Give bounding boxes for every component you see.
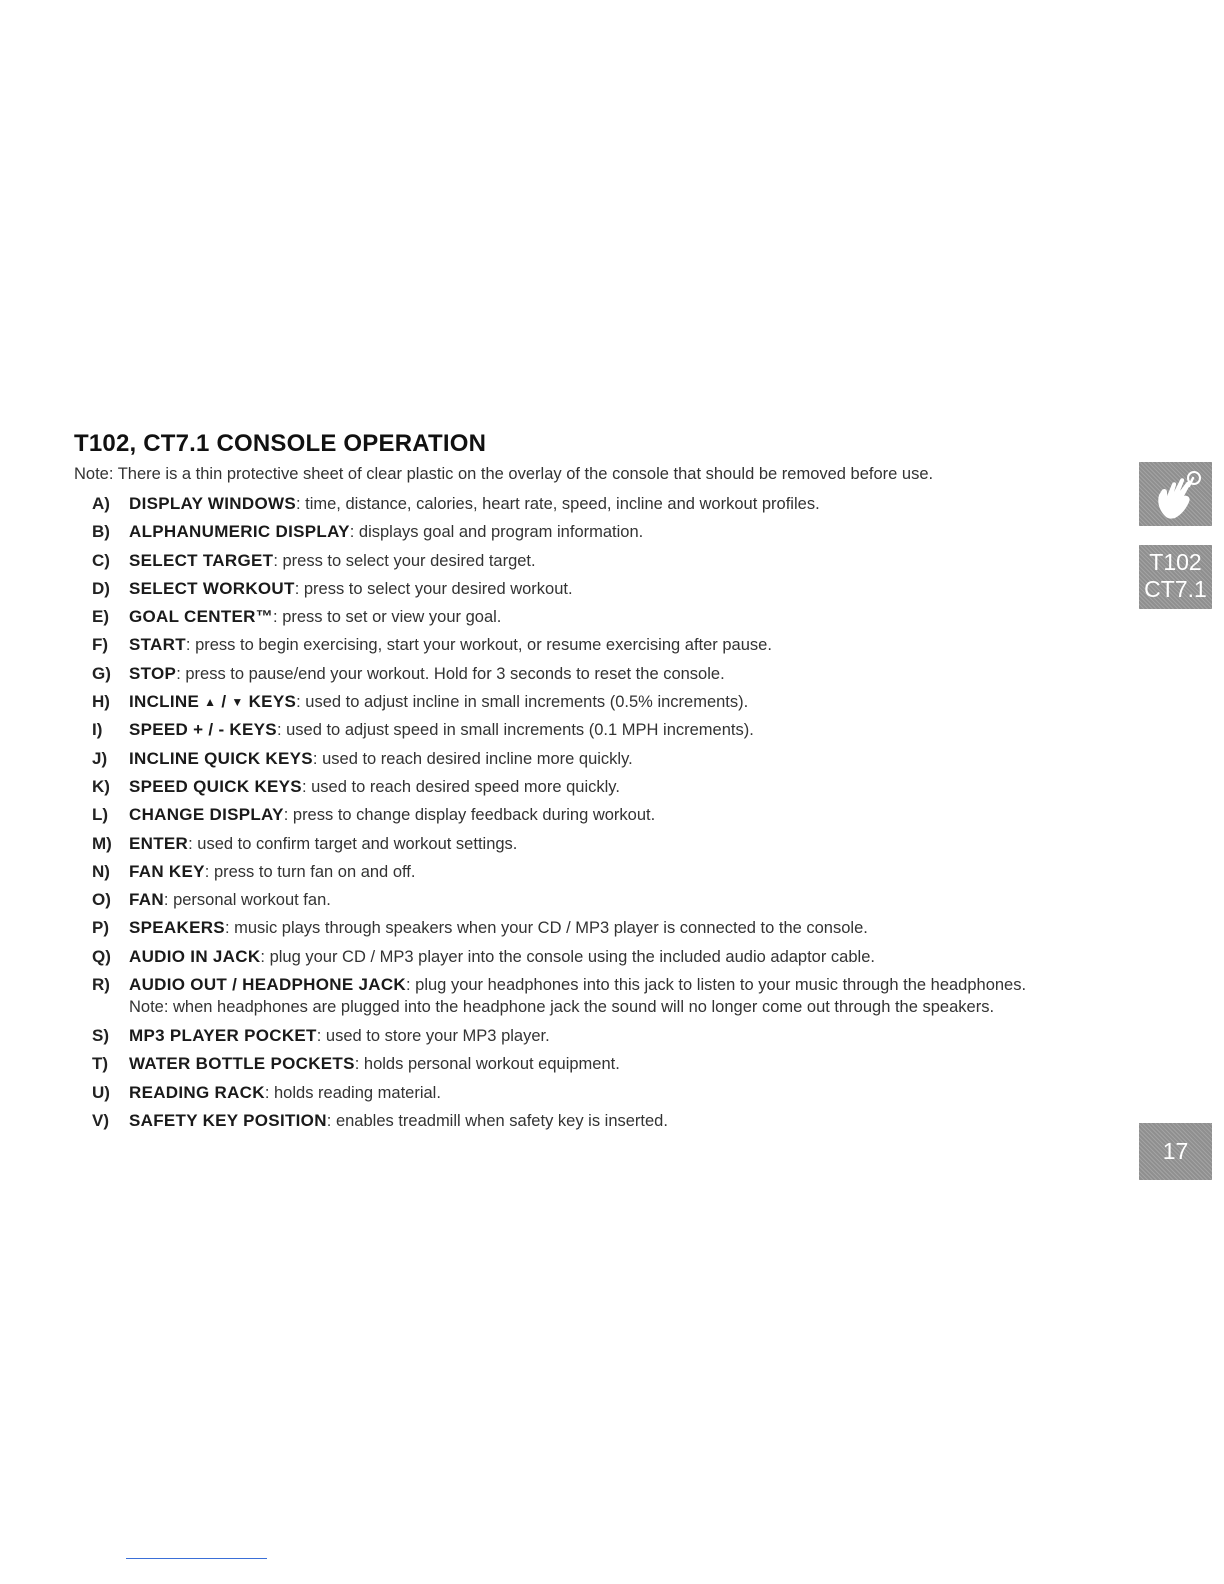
item-term: ENTER	[129, 833, 189, 853]
item-desc: : enables treadmill when safety key is inserted.	[326, 1111, 668, 1130]
page-title: T102, CT7.1 CONSOLE OPERATION	[74, 430, 487, 457]
list-item	[92, 747, 1102, 775]
list-item	[92, 973, 1102, 1024]
item-letter: S)	[92, 1026, 109, 1046]
item-letter: J)	[92, 748, 108, 768]
item-term: FAN KEY	[129, 861, 205, 881]
item-desc: : press to select your desired workout.	[294, 579, 573, 598]
item-desc: : personal workout fan.	[163, 891, 331, 910]
item-letter: C)	[92, 550, 110, 570]
list-item	[92, 888, 1102, 916]
item-desc: : used to confirm target and workout settings.	[188, 834, 518, 853]
item-letter: K)	[92, 776, 110, 796]
item-desc: : press to select your desired target.	[273, 551, 536, 570]
item-letter: D)	[92, 578, 110, 598]
item-desc: : press to turn fan on and off.	[204, 862, 416, 881]
item-term: CHANGE DISPLAY	[129, 805, 284, 825]
item-term: SELECT TARGET	[129, 550, 274, 570]
item-desc: : used to store your MP3 player.	[316, 1027, 550, 1046]
list-item	[92, 549, 1102, 577]
item-letter: T)	[92, 1054, 109, 1074]
list-item	[92, 832, 1102, 860]
list-item	[92, 520, 1102, 548]
item-desc: : press to begin exercising, start your workout, or resume exercising after pause.	[185, 636, 772, 655]
item-desc: : press to set or view your goal.	[273, 608, 502, 627]
page-number-tab: 17	[1139, 1123, 1212, 1180]
item-desc: : press to pause/end your workout. Hold for 3 seconds to reset the console.	[176, 664, 725, 683]
list-item	[92, 916, 1102, 944]
page-note: Note: There is a thin protective sheet of clear plastic on the overlay of the console that should be removed before use.	[74, 465, 934, 483]
item-term: READING RACK	[129, 1082, 265, 1102]
item-letter: I)	[92, 720, 103, 740]
item-letter: B)	[92, 522, 110, 542]
item-term: SPEED + / - KEYS	[129, 720, 277, 740]
item-letter: L)	[92, 805, 109, 825]
operation-list	[92, 492, 1102, 1137]
item-letter: P)	[92, 918, 109, 938]
item-note: Note: when headphones are plugged into the headphone jack the sound will no longer come out through the speakers.	[129, 998, 995, 1017]
model-tab-line1: T102	[1149, 549, 1202, 575]
item-term: WATER BOTTLE POCKETS	[129, 1054, 355, 1074]
item-letter: N)	[92, 861, 110, 881]
item-term: GOAL CENTER™	[129, 607, 274, 627]
list-item	[92, 1081, 1102, 1109]
item-term: STOP	[129, 663, 177, 683]
list-item	[92, 775, 1102, 803]
item-term: SPEED QUICK KEYS	[129, 776, 302, 796]
item-term: AUDIO OUT / HEADPHONE JACK	[129, 975, 406, 995]
model-tab	[1139, 545, 1212, 609]
footer-rule	[126, 1558, 267, 1559]
item-desc: : time, distance, calories, heart rate, speed, incline and workout profiles.	[295, 495, 820, 513]
item-term: FAN	[129, 890, 164, 910]
item-letter: M)	[92, 833, 112, 853]
item-letter: E)	[92, 607, 109, 627]
item-letter: V)	[92, 1110, 109, 1130]
list-item	[92, 945, 1102, 973]
list-item	[92, 577, 1102, 605]
item-letter: G)	[92, 663, 111, 683]
item-term: INCLINE QUICK KEYS	[129, 748, 313, 768]
item-desc: : music plays through speakers when your CD / MP3 player is connected to the console.	[224, 919, 868, 938]
item-term-post: KEYS	[243, 692, 297, 712]
item-term	[129, 692, 296, 711]
list-item	[92, 803, 1102, 831]
list-item	[92, 860, 1102, 888]
list-item	[92, 1109, 1102, 1137]
item-desc: : plug your headphones into this jack to listen to your music through the headphones.	[406, 976, 1027, 995]
item-desc: : used to reach desired speed more quickly.	[301, 777, 620, 796]
item-desc: : holds personal workout equipment.	[354, 1055, 620, 1074]
hand-pointer-glyph	[1139, 462, 1212, 526]
triangle-down-icon: ▼	[231, 695, 244, 710]
list-item	[92, 492, 1102, 520]
item-term: SPEAKERS	[129, 918, 225, 938]
item-term: AUDIO IN JACK	[129, 946, 261, 966]
item-term: DISPLAY WINDOWS	[129, 494, 296, 513]
item-desc: : displays goal and program information.	[349, 523, 644, 542]
item-desc: : used to reach desired incline more quickly.	[312, 749, 633, 768]
item-letter: H)	[92, 692, 110, 712]
item-desc: : press to change display feedback during workout.	[283, 806, 656, 825]
list-item	[92, 662, 1102, 690]
item-term: SAFETY KEY POSITION	[129, 1110, 327, 1130]
list-item	[92, 1052, 1102, 1080]
list-item	[92, 1024, 1102, 1052]
list-item	[92, 718, 1102, 746]
model-tab-line2: CT7.1	[1144, 576, 1207, 602]
item-desc: : used to adjust incline in small increments (0.5% increments).	[296, 693, 749, 712]
item-letter: F)	[92, 635, 109, 655]
triangle-up-icon: ▲	[204, 695, 217, 710]
item-term: START	[129, 635, 186, 655]
list-item	[92, 690, 1102, 718]
item-term: ALPHANUMERIC DISPLAY	[129, 522, 350, 542]
item-letter: O)	[92, 890, 111, 910]
item-letter: R)	[92, 975, 110, 995]
item-desc: : plug your CD / MP3 player into the console using the included audio adaptor cable.	[260, 947, 875, 966]
item-term: SELECT WORKOUT	[129, 578, 295, 598]
item-letter: U)	[92, 1082, 110, 1102]
list-item	[92, 605, 1102, 633]
item-letter: A)	[92, 494, 110, 513]
item-letter: Q)	[92, 946, 111, 966]
item-term-pre: INCLINE	[129, 692, 205, 712]
hand-pointer-icon	[1139, 462, 1212, 526]
item-term: MP3 PLAYER POCKET	[129, 1026, 317, 1046]
item-term-slash: /	[216, 692, 232, 712]
list-item	[92, 633, 1102, 661]
item-desc: : holds reading material.	[264, 1083, 441, 1102]
item-desc: : used to adjust speed in small increments (0.1 MPH increments).	[276, 721, 754, 740]
